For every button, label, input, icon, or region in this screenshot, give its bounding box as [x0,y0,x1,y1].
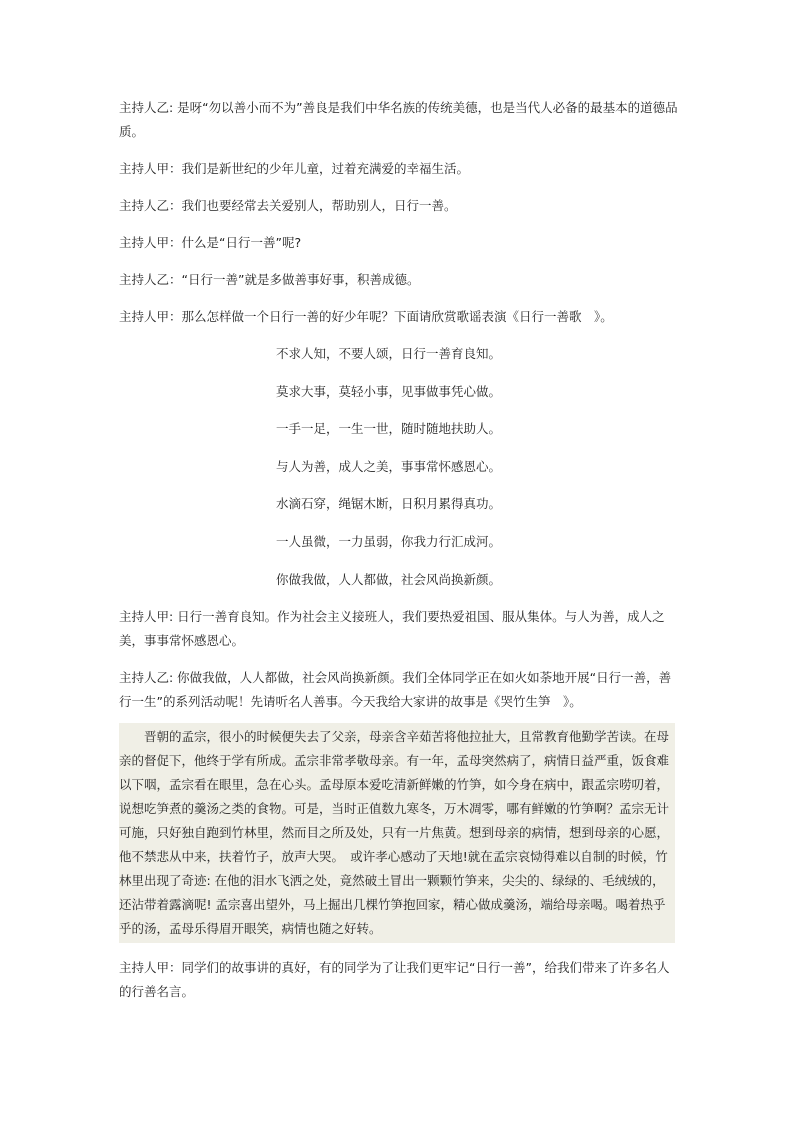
poem-line: 一人虽微，一力虽弱，你我力行汇成河。 [276,533,502,549]
dialogue-paragraph: 主持人乙: 你做我做，人人都做，社会风尚换新颜。我们全体同学正在如火如荼地开展“日行一善，善行一生”的系列活动呢！先请听名人善事。今天我给大家讲的故事是《哭竹生笋 》。 [119,670,672,710]
document-page [119,96,679,1017]
dialogue-paragraph: 主持人甲：那么怎样做一个日行一善的好少年呢？下面请欣赏歌谣表演《日行一善歌 》。 [119,309,613,324]
poem-line: 一手一足，一生一世，随时随地扶助人。 [276,421,502,437]
dialogue-paragraph: 主持人乙: 是呀“勿以善小而不为”善良是我们中华名族的传统美德，也是当代人必备的最基本的道德品质。 [119,100,678,139]
poem-line: 你做我做，人人都做，社会风尚换新颜。 [276,571,502,587]
story-block [119,723,675,943]
dialogue-paragraph: 主持人乙：“日行一善”就是多做善事好事，积善成德。 [119,272,420,287]
poem-line: 水滴石穿，绳锯木断，日积月累得真功。 [276,496,502,512]
dialogue-paragraph: 主持人甲: 日行一善育良知。作为社会主义接班人，我们要热爱祖国、服从集体。与人为善，成人之美，事事常怀感恩心。 [119,609,665,649]
dialogue-paragraph: 主持人甲：同学们的故事讲的真好，有的同学为了让我们更牢记“日行一善”，给我们带来了许多名人的行善名言。 [119,960,670,1000]
story-text: 晋朝的孟宗，很小的时候便失去了父亲，母亲含辛茹苦将他拉扯大，且常教育他勤学苦读。在母亲的督促下，他终于学有所成。孟宗非常孝敬母亲。有一年，孟母突然病了，病情日益严重，饭食难以下咽，孟宗看在眼里，急在心头。孟母原本爱吃清新鲜嫩的竹笋，如今身在病中，跟孟宗唠叨着，说想吃笋煮的羹汤之类的食物。可是，当时正值数九寒冬，万木凋零，哪有鲜嫩的竹笋啊？孟宗无计可施，只好独自跑到竹林里，然而目之所及处，只有一片焦黄。想到母亲的病情，想到母亲的心愿，他不禁悲从中来，扶着竹子，放声大哭。 或许孝心感动了天地!就在孟宗哀恸得难以自制的时候，竹林里出现了奇迹: 在他的泪水飞洒之处，竟然破土冒出一颗颗竹笋来，尖尖的、绿绿的、毛绒绒的，还沾带着露滴呢! 孟宗喜出望外，马上掘出几棵竹笋抱回家，精心做成羹汤，端给母亲喝。喝着热乎乎的汤，孟母乐得眉开眼笑，病情也随之好转。 [119,729,670,937]
dialogue-paragraph: 主持人乙：我们也要经常去关爱别人，帮助别人，日行一善。 [119,198,457,213]
dialogue-paragraph: 主持人甲：什么是“日行一善”呢? [119,235,302,250]
poem-line: 莫求大事，莫轻小事，见事做事凭心做。 [276,383,502,399]
poem-line: 不求人知，不要人颂，日行一善育良知。 [276,346,502,361]
dialogue-paragraph: 主持人甲：我们是新世纪的少年儿童，过着充满爱的幸福生活。 [119,161,470,176]
poem-block [276,342,679,592]
poem-line: 与人为善，成人之美，事事常怀感恩心。 [276,458,502,474]
